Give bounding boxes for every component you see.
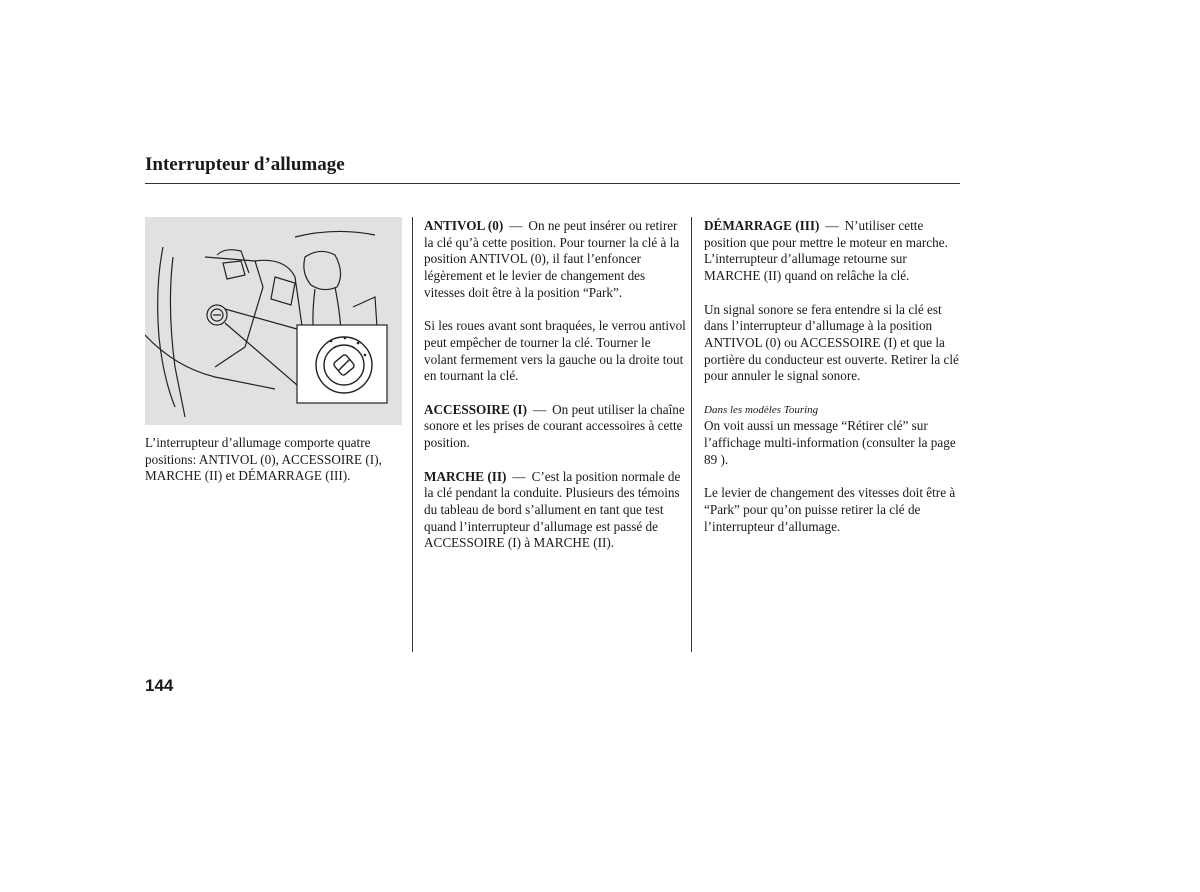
accessoire-paragraph [424,402,686,452]
column-divider-2 [691,217,692,652]
right-column [704,218,962,552]
column-divider-1 [412,217,413,652]
touring-note: Dans les modèles Touring [704,403,819,416]
ignition-switch-drawing [145,217,402,425]
middle-column [424,218,686,569]
touring-text: On voit aussi un message “Rétirer clé” sur l’affichage multi-information (consulter la page 89 ). [704,418,956,467]
accessoire-term: ACCESSOIRE (I) [424,401,527,417]
accessoire-text: On peut utiliser la chaîne sonore et les prises de courant accessoires à cette position. [424,401,685,451]
page-title: Interrupteur d’allumage [145,154,345,175]
page-number: 144 [145,676,174,695]
marche-text: C’est la position normale de la clé pendant la conduite. Plusieurs des témoins du tableau de bord s’allument en tant que test quand l’interrupteur d’allumage est passé de ACCESSOIRE (I) à MARCHE (II). [424,468,681,551]
title-rule [145,183,960,184]
marche-term: MARCHE (II) [424,468,507,484]
touring-paragraph [704,402,962,469]
demarrage-text: N’utiliser cette position que pour mettre le moteur en marche. L’interrupteur d’allumage retourne sur MARCHE (II) quand on relâche la clé. [704,218,948,284]
demarrage-term: DÉMARRAGE (III) [704,218,820,233]
roues-paragraph: Si les roues avant sont braquées, le verrou antivol peut empêcher de tourner la clé. Tourner le volant fermement vers la gauche ou la droite tout en tournant la clé. [424,318,686,384]
ignition-switch-illustration [145,217,402,425]
demarrage-dash: — [825,218,839,233]
signal-paragraph: Un signal sonore se fera entendre si la clé est dans l’interrupteur d’allumage à la position ANTIVOL (0) ou ACCESSOIRE (I) et que la portière du conducteur est ouverte. Retirer la clé pour annuler le signal sonore. [704,301,959,384]
figure-caption-column [145,435,401,502]
antivol-paragraph [424,218,686,302]
demarrage-paragraph [704,218,962,285]
antivol-dash: — [509,218,523,233]
antivol-text: On ne peut insérer ou retirer la clé qu’à cette position. Pour tourner la clé à la position ANTIVOL (0), il faut l’enfoncer légèrement et le levier de changement des vitesses doit être à la position “Park”. [424,218,680,300]
marche-dash: — [512,468,526,484]
marche-paragraph [424,469,686,553]
levier-paragraph: Le levier de changement des vitesses doit être à “Park” pour qu’on puisse retirer la clé de l’interrupteur d’allumage. [704,485,956,534]
antivol-term: ANTIVOL (0) [424,218,504,233]
figure-caption: L’interrupteur d’allumage comporte quatre positions: ANTIVOL (0), ACCESSOIRE (I), MARCHE (II) et DÉMARRAGE (III). [145,435,382,484]
accessoire-dash: — [532,401,547,417]
